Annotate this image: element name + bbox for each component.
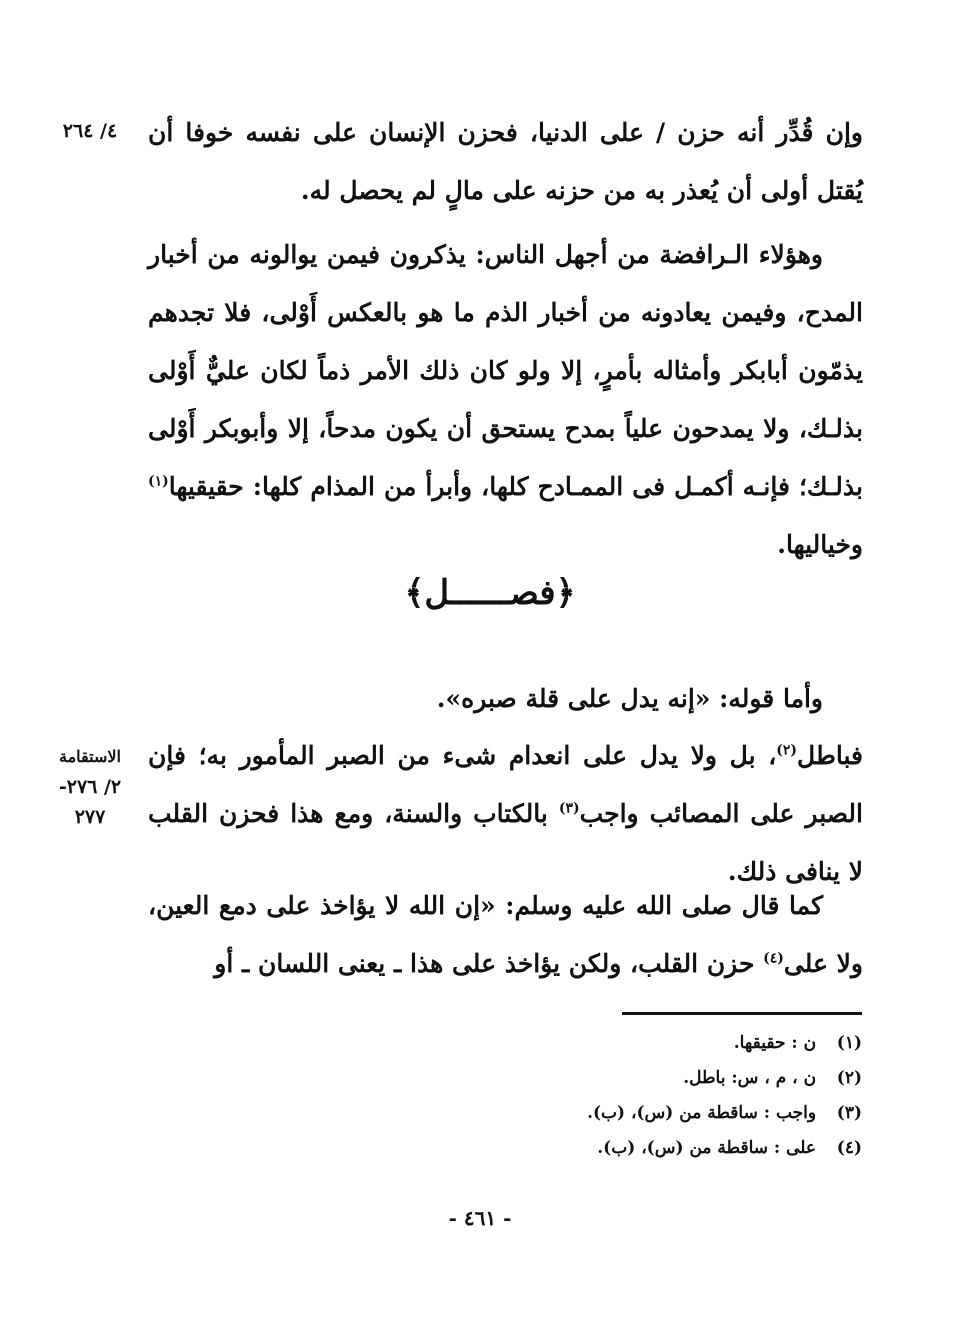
paragraph-3-lead: وأما قوله: [719,684,823,713]
paragraph-3-text: «إنه يدل على قلة صبره». [436,684,720,713]
paragraph-4 [148,727,863,901]
footnote-text: واجب : ساقطة من (س)، (ب). [587,1103,817,1123]
paragraph-2-text-a: وهؤلاء الـرافضة من أجهل الناس: يذكرون فيمن يوالونه من أخبار المدح، وفيمن يعادونه من أخبار الذم ما هو بالعكس أَوْلى، فلا تجدهم يذمّون أبابكر وأمثاله بأمرٍ، إلا ولو كان ذلك الأمر ذماً لكان عليٌّ أَوْلى بذلـك، ولا يمدحون علياً بمدح يستحق أن يكون مدحاً، إلا وأبوبكر أَوْلى بذلـك؛ فإنـه أكمـل فى الممـادح كلها، وأبرأ من المذام كلها: حقيقيها [148,240,864,501]
paragraph-3 [148,670,863,728]
section-title: ﴿فصــــــل﴾ [404,573,576,613]
paragraph-5 [148,877,863,993]
paragraph-5-text-a: كما قال صلى الله عليه وسلم: «إن الله لا يؤاخذ على دمع العين، ولا على [148,891,863,978]
footnote-number: (١) [836,1033,862,1053]
footnote-ref-1: (١) [148,473,169,490]
footnote-number: (٤) [836,1138,862,1158]
footnote-ref-4: (٤) [763,950,784,967]
margin-reference-mid-title: الاستقامة [59,747,121,766]
footnote-text: على : ساقطة من (س)، (ب). [597,1138,817,1158]
footnote-separator [622,1012,862,1015]
footnote-number: (٢) [836,1068,862,1088]
paragraph-4-text-a: ، بل ولا يدل على انعدام شىء من الصبر المأمور به؛ فإن الصبر على المصائب واجب [148,741,863,828]
page-number: - ٤٦١ - [448,1206,512,1230]
footnotes [380,1026,862,1166]
footnote-item [380,1061,862,1096]
footnote-ref-3: (٣) [558,800,580,817]
footnote-ref-2: (٢) [776,742,798,759]
paragraph-2-text-b: وخياليها. [777,530,863,559]
margin-reference-mid-line2: ٢٧٧ [74,806,106,828]
paragraph-1 [148,104,863,220]
paragraph-4-lead: فباطل [797,741,863,770]
margin-reference-mid-line1: ٢/ ٢٧٦- [58,776,122,798]
footnote-number: (٣) [836,1103,862,1123]
footnote-text: ن ، م ، س: باطل. [683,1068,817,1088]
paragraph-5-text-b: حزن القلب، ولكن يؤاخذ على هذا ـ يعنى اللسان ـ أو [214,949,764,978]
footnote-item [380,1026,862,1061]
margin-reference-top [50,116,130,147]
footnote-item [380,1096,862,1131]
margin-reference-top-text: ٤/ ٢٦٤ [62,120,118,142]
paragraph-1-text: وإن قُدِّر أنه حزن / على الدنيا، فحزن الإنسان على نفسه خوفا أن يُقتل أولى أن يُعذر به من حزنه على مالٍ لم يحصل له. [148,118,863,205]
footnote-text: ن : حقيقها. [733,1033,817,1053]
footnote-item [380,1131,862,1166]
paragraph-2 [148,226,863,574]
paragraph-4-text-b: بالكتاب والسنة، ومع هذا فحزن القلب لا ينافى ذلك. [148,799,863,886]
margin-reference-mid [40,742,140,832]
